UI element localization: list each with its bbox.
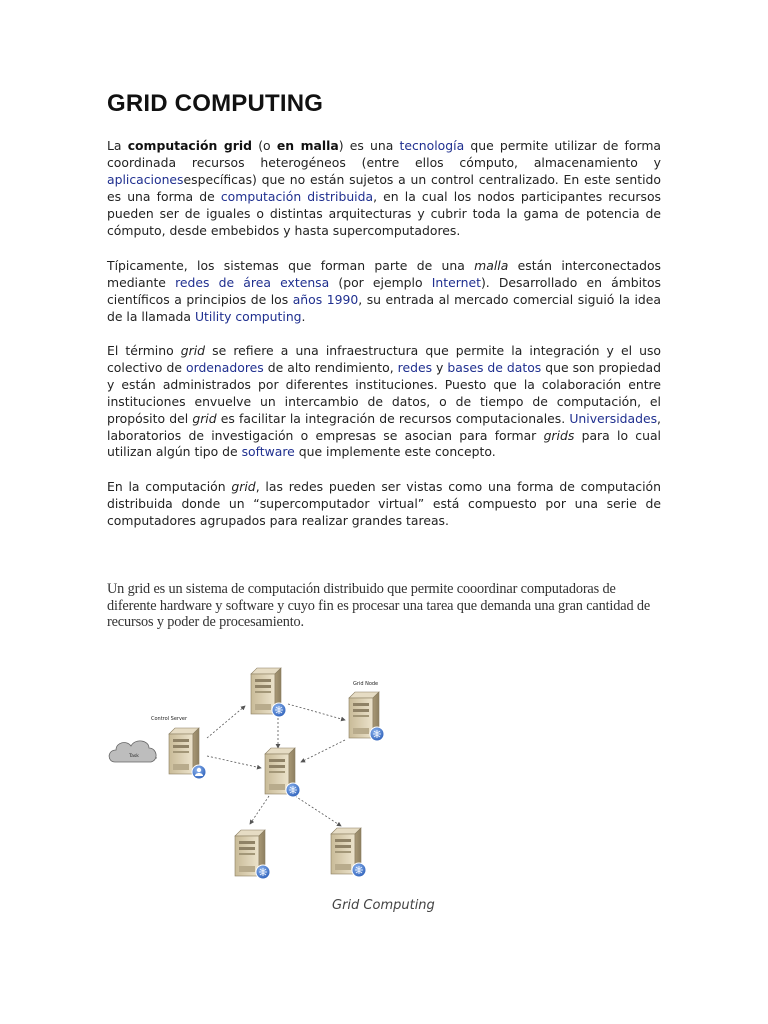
link-utility-computing[interactable]: Utility computing: [194, 308, 302, 324]
italic-term: grid: [180, 343, 206, 358]
diagram-caption: Grid Computing: [332, 898, 435, 913]
link-software[interactable]: software: [241, 444, 295, 460]
text: ). Desarrollado en ámbitos científicos a principios de los: [107, 274, 661, 307]
definition-paragraph: Un grid es un sistema de computación distribuido que permite cooordinar computadoras de diferente hardware y software y cuyo fin es procesar una tarea que demanda una gran cantidad de recursos y poder de procesamiento.: [107, 581, 651, 630]
grid-node-center-icon: [265, 748, 300, 797]
connection-lines: [127, 704, 345, 826]
text: de alto rendimiento,: [263, 359, 398, 375]
text: ) es una: [338, 138, 400, 153]
text: La: [107, 138, 128, 153]
text: están interconectados mediante: [107, 258, 661, 290]
link-tecnologia[interactable]: tecnología: [399, 138, 465, 153]
link-universidades[interactable]: Universidades: [569, 410, 658, 426]
link-ordenadores[interactable]: ordenadores: [185, 359, 264, 375]
link-internet[interactable]: Internet: [431, 274, 481, 290]
grid-node-bottom-right-icon: [331, 828, 366, 877]
text: (o: [252, 138, 277, 153]
text: específicas) que no están sujetos a un control centralizado. En este sentido es una forma de: [107, 171, 661, 204]
user-badge-icon: [192, 765, 206, 779]
text: , su entrada al mercado comercial siguió la idea de la llamada: [107, 291, 661, 324]
text: para lo cual utilizan algún tipo de: [107, 427, 662, 460]
link-anos-1990[interactable]: años 1990: [292, 291, 359, 307]
control-server-icon: [169, 728, 206, 779]
italic-term: malla: [474, 258, 509, 273]
text: En la computación: [107, 479, 232, 494]
task-label: Task: [129, 754, 139, 759]
text: es facilitar la integración de recursos computacionales.: [216, 410, 570, 426]
italic-term: grid: [231, 479, 256, 494]
text: , las redes pueden ser vistas como una forma de computación distribuida donde un “supercomputador virtual” está compuesto por una serie de computadores agrupados para realizar grandes tareas.: [107, 479, 661, 528]
paragraph-term: [107, 343, 661, 461]
text: Típicamente, los sistemas que forman parte de una: [107, 258, 475, 273]
paragraph-virtual-supercomputer: [107, 479, 661, 530]
text: , en la cual los nodos participantes recursos pueden ser de iguales o distintas arquitecturas y cubrir toda la gama de potencia de cómputo, desde embebidos y hasta supercomputadores.: [107, 188, 661, 238]
grid-node-bottom-left-icon: [235, 830, 270, 879]
text: se refiere a una infraestructura que permite la integración y el uso colectivo de: [107, 343, 661, 375]
link-computacion-distribuida[interactable]: computación distribuida: [220, 188, 374, 204]
grid-node-right-icon: [349, 692, 384, 741]
text: El término: [107, 343, 181, 358]
italic-term: grid: [192, 410, 217, 426]
link-redes-area-extensa[interactable]: redes de área extensa: [175, 274, 330, 290]
link-redes[interactable]: redes: [397, 359, 433, 375]
paragraph-typical: [107, 258, 661, 326]
link-aplicaciones[interactable]: aplicaciones: [107, 171, 184, 187]
paragraph-intro: [107, 138, 661, 239]
task-cloud: [109, 741, 156, 762]
grid-node-label: Grid Node: [353, 681, 379, 687]
text: .: [301, 308, 306, 324]
grid-node-top-icon: [251, 668, 286, 717]
text: (por ejemplo: [329, 274, 432, 290]
text: que son propiedad y están administrados por diferentes instituciones. Puesto que la colaboración entre instituciones envuelve un intercambio de datos, o de tiempo de computación, el propósito del: [107, 359, 661, 426]
grid-computing-diagram: [105, 662, 405, 892]
text: que implemente este concepto.: [294, 444, 496, 460]
bold-term: en malla: [276, 138, 339, 153]
text: , laboratorios de investigación o empresas se asocian para formar: [107, 410, 661, 443]
italic-term: grids: [543, 427, 575, 443]
link-bases-de-datos[interactable]: bases de datos: [447, 359, 542, 375]
text: que permite utilizar de forma coordinada recursos heterogéneos (entre ellos cómputo, almacenamiento y: [107, 138, 662, 170]
bold-term: computación grid: [127, 138, 253, 153]
text: y: [432, 359, 448, 375]
page-title: GRID COMPUTING: [107, 90, 324, 117]
control-server-label: Control Server: [151, 716, 188, 722]
